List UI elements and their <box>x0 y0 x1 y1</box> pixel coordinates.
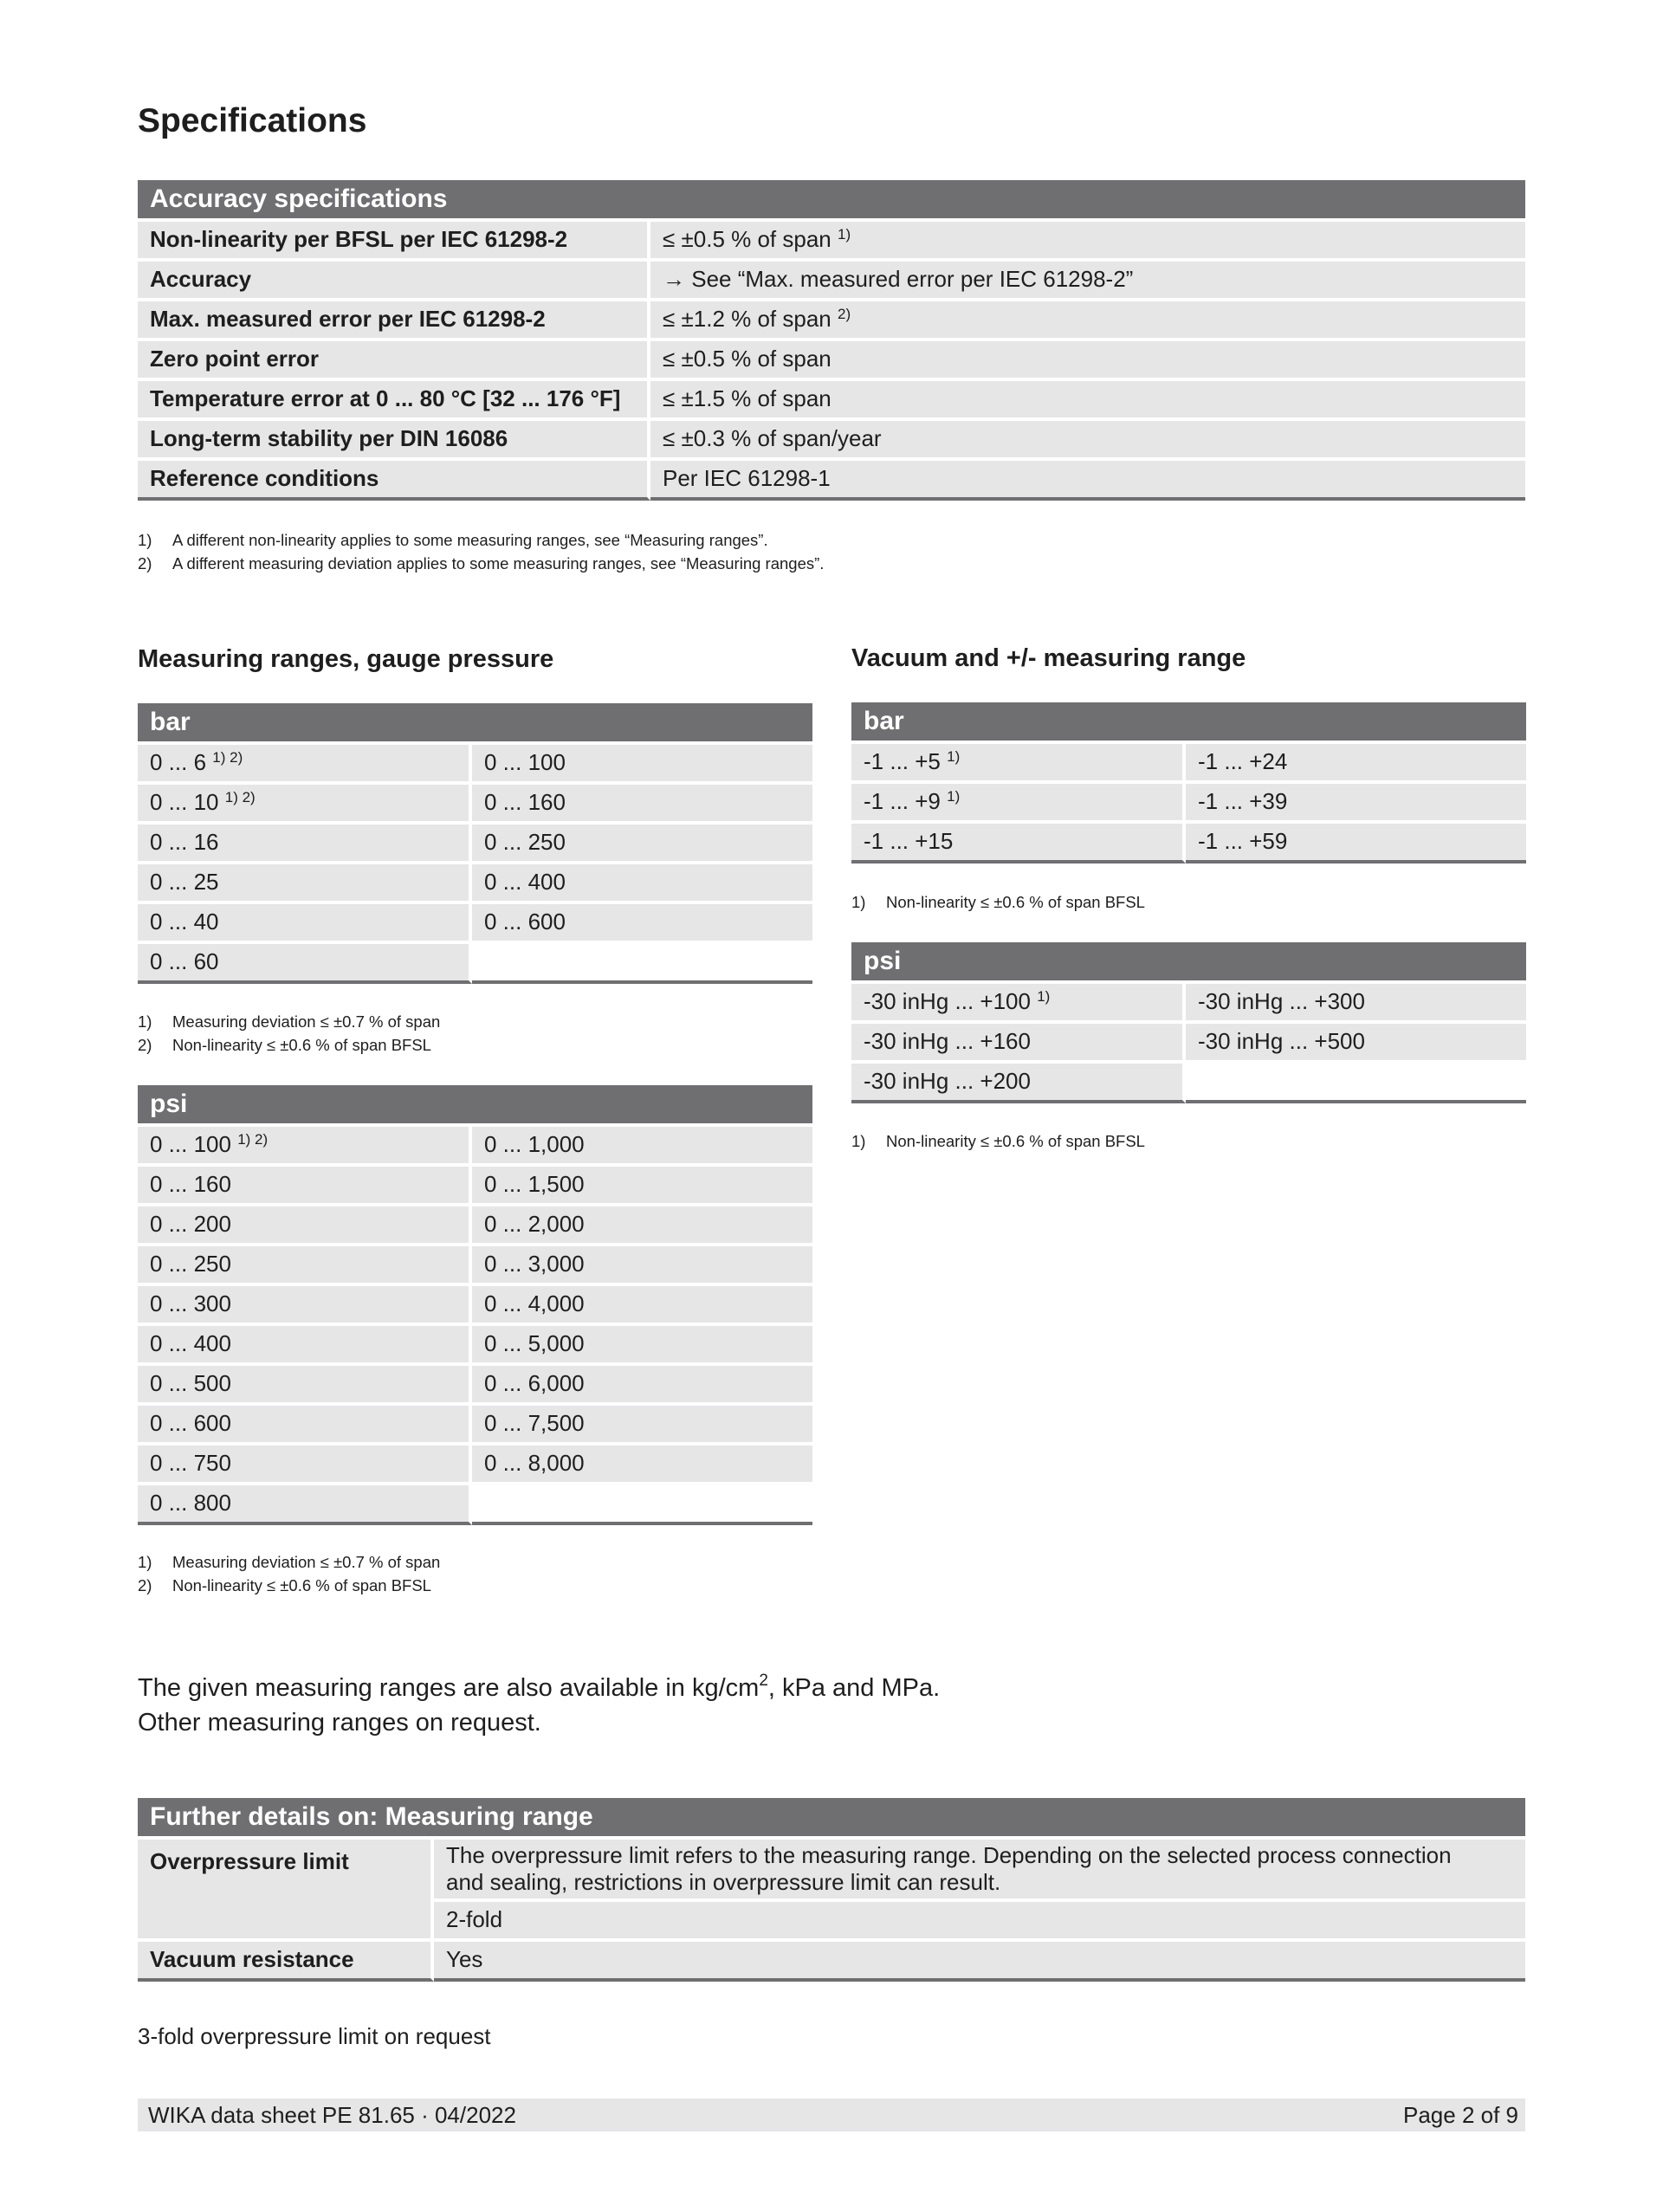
range-cell <box>138 745 472 781</box>
footer-page-number: Page 2 of 9 <box>1403 2101 1518 2128</box>
range-value: -30 inHg ... +160 <box>864 1028 1031 1055</box>
footnote-text: Measuring deviation ≤ ±0.7 % of span <box>172 1553 441 1571</box>
range-cell <box>472 1485 812 1525</box>
range-value: 0 ... 25 <box>150 869 219 896</box>
range-value: -1 ... +24 <box>1198 748 1288 775</box>
range-cell <box>472 904 812 941</box>
range-row <box>851 784 1526 820</box>
range-value: 0 ... 400 <box>150 1330 231 1357</box>
range-cell <box>1186 1064 1526 1103</box>
vacuum-resistance-label: Vacuum resistance <box>138 1942 434 1982</box>
footnote-number: 1) <box>138 1012 152 1031</box>
range-value: 0 ... 250 <box>484 829 566 856</box>
accuracy-value <box>650 461 1525 501</box>
range-value: -1 ... +59 <box>1198 828 1288 855</box>
gauge-psi-header: psi <box>138 1085 812 1123</box>
footnote-text: Non-linearity ≤ ±0.6 % of span BFSL <box>172 1036 431 1054</box>
accuracy-value <box>650 222 1525 258</box>
further-details-header: Further details on: Measuring range <box>138 1798 1525 1836</box>
overpressure-footnote: 3-fold overpressure limit on request <box>138 2023 491 2049</box>
accuracy-row <box>138 461 1525 501</box>
overpressure-value: 2-fold <box>434 1902 1525 1938</box>
range-cell <box>138 825 472 861</box>
range-row <box>138 1485 812 1525</box>
range-row <box>851 744 1526 780</box>
accuracy-label: Non-linearity per BFSL per IEC 61298-2 <box>138 222 650 258</box>
range-row <box>138 1167 812 1203</box>
range-cell <box>138 785 472 821</box>
range-cell <box>138 944 472 984</box>
vacuum-resistance-value: Yes <box>434 1942 1525 1982</box>
range-value: -1 ... +9 <box>864 788 941 815</box>
range-cell <box>851 1024 1186 1060</box>
vacuum-psi-notes <box>851 1129 1145 1153</box>
range-value: 0 ... 750 <box>150 1450 231 1477</box>
footnote-ref: 1) <box>1037 988 1051 1006</box>
footnote-text: Non-linearity ≤ ±0.6 % of span BFSL <box>172 1576 431 1594</box>
range-value: -30 inHg ... +500 <box>1198 1028 1365 1055</box>
range-cell <box>138 1485 472 1525</box>
footnote <box>138 1033 440 1057</box>
page-title: Specifications <box>138 102 367 139</box>
accuracy-value <box>650 381 1525 417</box>
units-note <box>138 1671 940 1740</box>
range-cell <box>138 1167 472 1203</box>
range-cell <box>851 744 1186 780</box>
range-value: 0 ... 250 <box>150 1251 231 1277</box>
units-note-line2: Other measuring ranges on request. <box>138 1709 541 1737</box>
range-value: 0 ... 4,000 <box>484 1290 585 1317</box>
range-row <box>138 745 812 781</box>
footnote-number: 1) <box>851 893 866 911</box>
range-cell <box>851 784 1186 820</box>
range-value: 0 ... 600 <box>484 909 566 935</box>
footnote-text: A different non-linearity applies to some measuring ranges, see “Measuring ranges”. <box>172 531 768 549</box>
range-value: 0 ... 3,000 <box>484 1251 585 1277</box>
range-cell <box>472 1326 812 1362</box>
vacuum-bar-table <box>851 699 1526 867</box>
range-cell <box>472 1167 812 1203</box>
range-row <box>138 785 812 821</box>
range-value: -1 ... +39 <box>1198 788 1288 815</box>
range-value: -30 inHg ... +100 <box>864 988 1031 1015</box>
footer-doc-info: WIKA data sheet PE 81.65 · 04/2022 <box>148 2101 516 2128</box>
range-row <box>138 1286 812 1323</box>
range-value: 0 ... 40 <box>150 909 219 935</box>
accuracy-label: Max. measured error per IEC 61298-2 <box>138 301 650 338</box>
page-footer <box>138 2099 1525 2131</box>
accuracy-value-text: → See “Max. measured error per IEC 61298-2” <box>663 266 1134 293</box>
footnote-ref: 2) <box>838 306 851 323</box>
vacuum-section-title: Vacuum and +/- measuring range <box>851 644 1246 672</box>
gauge-bar-header: bar <box>138 703 812 741</box>
footnote-text: Measuring deviation ≤ ±0.7 % of span <box>172 1012 441 1031</box>
footnote-ref: 1) 2) <box>237 1131 269 1148</box>
accuracy-label: Accuracy <box>138 262 650 298</box>
range-value: 0 ... 8,000 <box>484 1450 585 1477</box>
range-row <box>138 1127 812 1163</box>
range-row <box>851 824 1526 863</box>
range-value: 0 ... 2,000 <box>484 1211 585 1238</box>
accuracy-value <box>650 262 1525 298</box>
range-cell <box>138 1286 472 1323</box>
accuracy-label: Zero point error <box>138 341 650 378</box>
range-row <box>138 1326 812 1362</box>
range-cell <box>138 904 472 941</box>
footnote-number: 1) <box>138 531 152 549</box>
vacuum-bar-header: bar <box>851 702 1526 741</box>
range-row <box>138 825 812 861</box>
footnote <box>138 1550 440 1574</box>
footnote-ref: 1) <box>838 226 851 243</box>
accuracy-label: Reference conditions <box>138 461 650 501</box>
range-row <box>138 1406 812 1442</box>
footnote-text: Non-linearity ≤ ±0.6 % of span BFSL <box>886 893 1145 911</box>
range-value: 0 ... 800 <box>150 1490 231 1517</box>
range-row <box>851 984 1526 1020</box>
range-value: -30 inHg ... +200 <box>864 1068 1031 1095</box>
range-cell <box>851 984 1186 1020</box>
accuracy-row <box>138 262 1525 298</box>
accuracy-value-text: ≤ ±1.5 % of span <box>663 385 832 412</box>
overpressure-label: Overpressure limit <box>138 1840 434 1938</box>
range-value: 0 ... 1,500 <box>484 1171 585 1198</box>
range-cell <box>1186 1024 1526 1060</box>
range-row <box>138 904 812 941</box>
range-value: 0 ... 300 <box>150 1290 231 1317</box>
range-cell <box>472 1127 812 1163</box>
accuracy-value <box>650 421 1525 457</box>
range-value: 0 ... 100 <box>150 1131 231 1158</box>
range-cell <box>472 1446 812 1482</box>
footnote <box>138 528 824 552</box>
accuracy-row <box>138 421 1525 457</box>
range-row <box>138 864 812 901</box>
accuracy-value <box>650 301 1525 338</box>
range-cell <box>138 1446 472 1482</box>
accuracy-row <box>138 222 1525 258</box>
accuracy-value-text: ≤ ±0.3 % of span/year <box>663 425 882 452</box>
range-value: 0 ... 6 <box>150 749 207 776</box>
accuracy-value-text: ≤ ±0.5 % of span <box>663 226 832 253</box>
range-value: 0 ... 5,000 <box>484 1330 585 1357</box>
range-cell <box>472 1366 812 1402</box>
footnote-ref: 1) <box>947 788 961 805</box>
range-cell <box>138 1246 472 1283</box>
accuracy-row <box>138 381 1525 417</box>
accuracy-value-text: Per IEC 61298-1 <box>663 465 831 492</box>
accuracy-table-header: Accuracy specifications <box>138 180 1525 218</box>
gauge-bar-notes <box>138 1010 440 1057</box>
range-value: 0 ... 1,000 <box>484 1131 585 1158</box>
range-value: 0 ... 400 <box>484 869 566 896</box>
footnote <box>851 1129 1145 1153</box>
accuracy-notes <box>138 528 824 575</box>
gauge-bar-table <box>138 700 812 987</box>
range-row <box>138 1366 812 1402</box>
footnote-ref: 1) <box>947 748 961 766</box>
range-value: 0 ... 100 <box>484 749 566 776</box>
range-cell <box>851 1064 1186 1103</box>
range-cell <box>472 1246 812 1283</box>
footnote-ref: 1) 2) <box>224 789 256 806</box>
range-cell <box>851 824 1186 863</box>
footnote <box>138 1574 440 1597</box>
vacuum-psi-table <box>851 939 1526 1107</box>
accuracy-row <box>138 301 1525 338</box>
range-value: 0 ... 10 <box>150 789 219 816</box>
footnote-ref: 1) 2) <box>212 749 243 766</box>
range-cell <box>138 1406 472 1442</box>
range-cell <box>138 1206 472 1243</box>
footnote-number: 2) <box>138 554 152 572</box>
footnote <box>138 552 824 575</box>
footnote-number: 2) <box>138 1576 152 1594</box>
range-cell <box>1186 824 1526 863</box>
range-value: -1 ... +15 <box>864 828 954 855</box>
range-cell <box>138 1366 472 1402</box>
footnote-number: 1) <box>851 1132 866 1150</box>
footnote <box>138 1010 440 1033</box>
range-value: 0 ... 16 <box>150 829 219 856</box>
range-cell <box>472 944 812 984</box>
range-cell <box>472 825 812 861</box>
range-cell <box>472 1206 812 1243</box>
range-value: 0 ... 6,000 <box>484 1370 585 1397</box>
range-value: 0 ... 500 <box>150 1370 231 1397</box>
range-row <box>138 944 812 984</box>
range-cell <box>472 745 812 781</box>
range-value: -1 ... +5 <box>864 748 941 775</box>
footnote-text: Non-linearity ≤ ±0.6 % of span BFSL <box>886 1132 1145 1150</box>
footnote-number: 2) <box>138 1036 152 1054</box>
range-value: 0 ... 160 <box>150 1171 231 1198</box>
range-cell <box>472 1406 812 1442</box>
range-cell <box>138 864 472 901</box>
range-row <box>138 1446 812 1482</box>
further-details-table <box>138 1795 1525 1985</box>
range-row <box>851 1064 1526 1103</box>
range-row <box>138 1246 812 1283</box>
range-cell <box>472 864 812 901</box>
range-value: 0 ... 160 <box>484 789 566 816</box>
gauge-section-title: Measuring ranges, gauge pressure <box>138 645 554 673</box>
accuracy-value-text: ≤ ±0.5 % of span <box>663 346 832 372</box>
range-cell <box>1186 784 1526 820</box>
range-cell <box>472 785 812 821</box>
range-row <box>851 1024 1526 1060</box>
accuracy-label: Temperature error at 0 ... 80 °C [32 ... 176 °F] <box>138 381 650 417</box>
footnote-number: 1) <box>138 1553 152 1571</box>
gauge-psi-notes <box>138 1550 440 1597</box>
range-value: 0 ... 200 <box>150 1211 231 1238</box>
accuracy-label: Long-term stability per DIN 16086 <box>138 421 650 457</box>
range-value: 0 ... 600 <box>150 1410 231 1437</box>
range-row <box>138 1206 812 1243</box>
range-cell <box>1186 744 1526 780</box>
vacuum-bar-notes <box>851 890 1145 914</box>
range-value: 0 ... 60 <box>150 948 219 975</box>
accuracy-value <box>650 341 1525 378</box>
range-value: 0 ... 7,500 <box>484 1410 585 1437</box>
gauge-psi-table <box>138 1082 812 1529</box>
accuracy-value-text: ≤ ±1.2 % of span <box>663 306 832 333</box>
range-cell <box>1186 984 1526 1020</box>
accuracy-row <box>138 341 1525 378</box>
footnote-text: A different measuring deviation applies to some measuring ranges, see “Measuring ranges”. <box>172 554 825 572</box>
range-cell <box>472 1286 812 1323</box>
range-cell <box>138 1127 472 1163</box>
range-value: -30 inHg ... +300 <box>1198 988 1365 1015</box>
footnote <box>851 890 1145 914</box>
range-cell <box>138 1326 472 1362</box>
units-note-line1: The given measuring ranges are also available in $kg/cm^2$, kPa and MPa. <box>138 1672 941 1702</box>
accuracy-table <box>138 177 1525 504</box>
vacuum-psi-header: psi <box>851 942 1526 980</box>
overpressure-text: The overpressure limit refers to the measuring range. Depending on the selected process connection and sealing, restrictions in overpressure limit can result. <box>434 1840 1525 1898</box>
